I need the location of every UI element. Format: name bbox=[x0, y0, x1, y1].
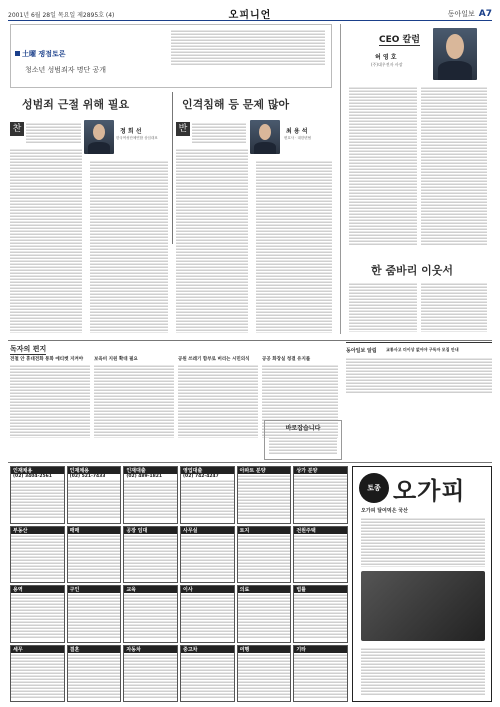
correction-box bbox=[264, 420, 342, 460]
classified-ad[interactable]: 의료 bbox=[237, 585, 292, 643]
classified-ad[interactable]: 이사 bbox=[180, 585, 235, 643]
notice-banner-text: 교통사고 더이상 없어야 구독자 모집 안내 bbox=[386, 347, 459, 352]
notice-banner-title: 동아일보 알림 bbox=[346, 348, 377, 354]
pro-initial: 찬 bbox=[10, 122, 24, 136]
classified-ad[interactable]: 아파트 분양 bbox=[237, 466, 292, 524]
con-author-name: 최 용 석 bbox=[286, 128, 308, 135]
classified-ad[interactable]: 공장 임대 bbox=[123, 526, 178, 584]
classified-ad[interactable]: 세무 bbox=[10, 645, 65, 703]
classified-ad[interactable]: 구인 bbox=[67, 585, 122, 643]
ogapi-product-image bbox=[361, 571, 485, 641]
pro-author-photo bbox=[84, 120, 114, 154]
classified-ad[interactable]: 자동차 bbox=[123, 645, 178, 703]
notice-banner bbox=[346, 342, 492, 395]
ogapi-logo-badge: 토종 bbox=[359, 473, 389, 503]
section-title: 오피니언 bbox=[228, 10, 272, 21]
ceo-author-title: (주)대우전자 사장 bbox=[371, 62, 403, 67]
con-author-title: 변호사 · 대한변협 bbox=[284, 136, 312, 140]
classified-ad[interactable]: 사무실 bbox=[180, 526, 235, 584]
forum-kicker: 土曜 쟁점토론 bbox=[15, 49, 66, 59]
classified-ad[interactable]: 매매 bbox=[67, 526, 122, 584]
classified-ad[interactable]: 중고차 bbox=[180, 645, 235, 703]
classified-ad[interactable]: 결혼 bbox=[67, 645, 122, 703]
classified-ad[interactable]: 교육 bbox=[123, 585, 178, 643]
pro-author-title: 한국여성단체연합 상임대표 bbox=[116, 136, 158, 140]
letter-4-heading: 공공 화장실 청결 유지를 bbox=[262, 357, 311, 362]
classified-ad[interactable]: 인재채용 (02) 521-7433 bbox=[67, 466, 122, 524]
letter-3-heading: 공원 쓰레기 함부로 버리는 시민의식 bbox=[178, 357, 250, 362]
classified-ad[interactable]: 전원주택 bbox=[293, 526, 348, 584]
con-author-photo bbox=[250, 120, 280, 154]
con-headline: 인격침해 등 문제 많아 bbox=[182, 98, 290, 111]
correction-title: 바로잡습니다 bbox=[285, 425, 321, 432]
classified-ad[interactable]: 기타 bbox=[293, 645, 348, 703]
classified-ad[interactable]: 부동산 bbox=[10, 526, 65, 584]
classified-ad[interactable]: 법률 bbox=[293, 585, 348, 643]
ogapi-ad[interactable] bbox=[352, 466, 492, 702]
letter-1-heading: 전철 안 휴대전화 통화 에티켓 지켜야 bbox=[10, 357, 84, 362]
classified-ads bbox=[10, 466, 348, 702]
letter-2-heading: 보육비 지원 확대 필요 bbox=[94, 357, 138, 362]
letters-title: 독자의 편지 bbox=[10, 345, 47, 353]
classified-ad[interactable]: 인재대출 (02) 489-1821 bbox=[123, 466, 178, 524]
classified-ad[interactable]: 영업대출 (02) 742-4247 bbox=[180, 466, 235, 524]
forum-intro bbox=[10, 24, 332, 88]
ceo-column bbox=[340, 24, 497, 334]
page-label: 동아일보 A7 bbox=[447, 9, 492, 19]
pro-author-name: 정 희 선 bbox=[120, 128, 142, 135]
pro-headline: 성범죄 근절 위해 필요 bbox=[22, 98, 130, 111]
classified-ad[interactable]: 상가 분양 bbox=[293, 466, 348, 524]
ogapi-brand: 오가피 bbox=[393, 476, 466, 505]
ceo-title: CEO 칼럼 bbox=[379, 32, 420, 46]
ceo-author: 허 영 호 bbox=[375, 54, 397, 61]
issue-date: 2001년 6월 28일 목요일 제2895호 (4) bbox=[8, 12, 115, 19]
classified-ad[interactable]: 용역 bbox=[10, 585, 65, 643]
con-initial: 반 bbox=[176, 122, 190, 136]
page-header bbox=[8, 6, 492, 21]
classified-ad[interactable]: 인재채용 (02) 3404-2561 bbox=[10, 466, 65, 524]
forum-icon bbox=[15, 51, 20, 56]
forum-subject: 청소년 성범죄자 명단 공개 bbox=[25, 66, 107, 74]
classified-ad[interactable]: 여행 bbox=[237, 645, 292, 703]
ceo-author-photo bbox=[433, 28, 477, 80]
ceo-subheadline: 한 줌바리 이웃서 bbox=[371, 264, 454, 277]
ogapi-tag: 오가피 달여먹은 국산 bbox=[361, 508, 408, 514]
classified-ad[interactable]: 토지 bbox=[237, 526, 292, 584]
